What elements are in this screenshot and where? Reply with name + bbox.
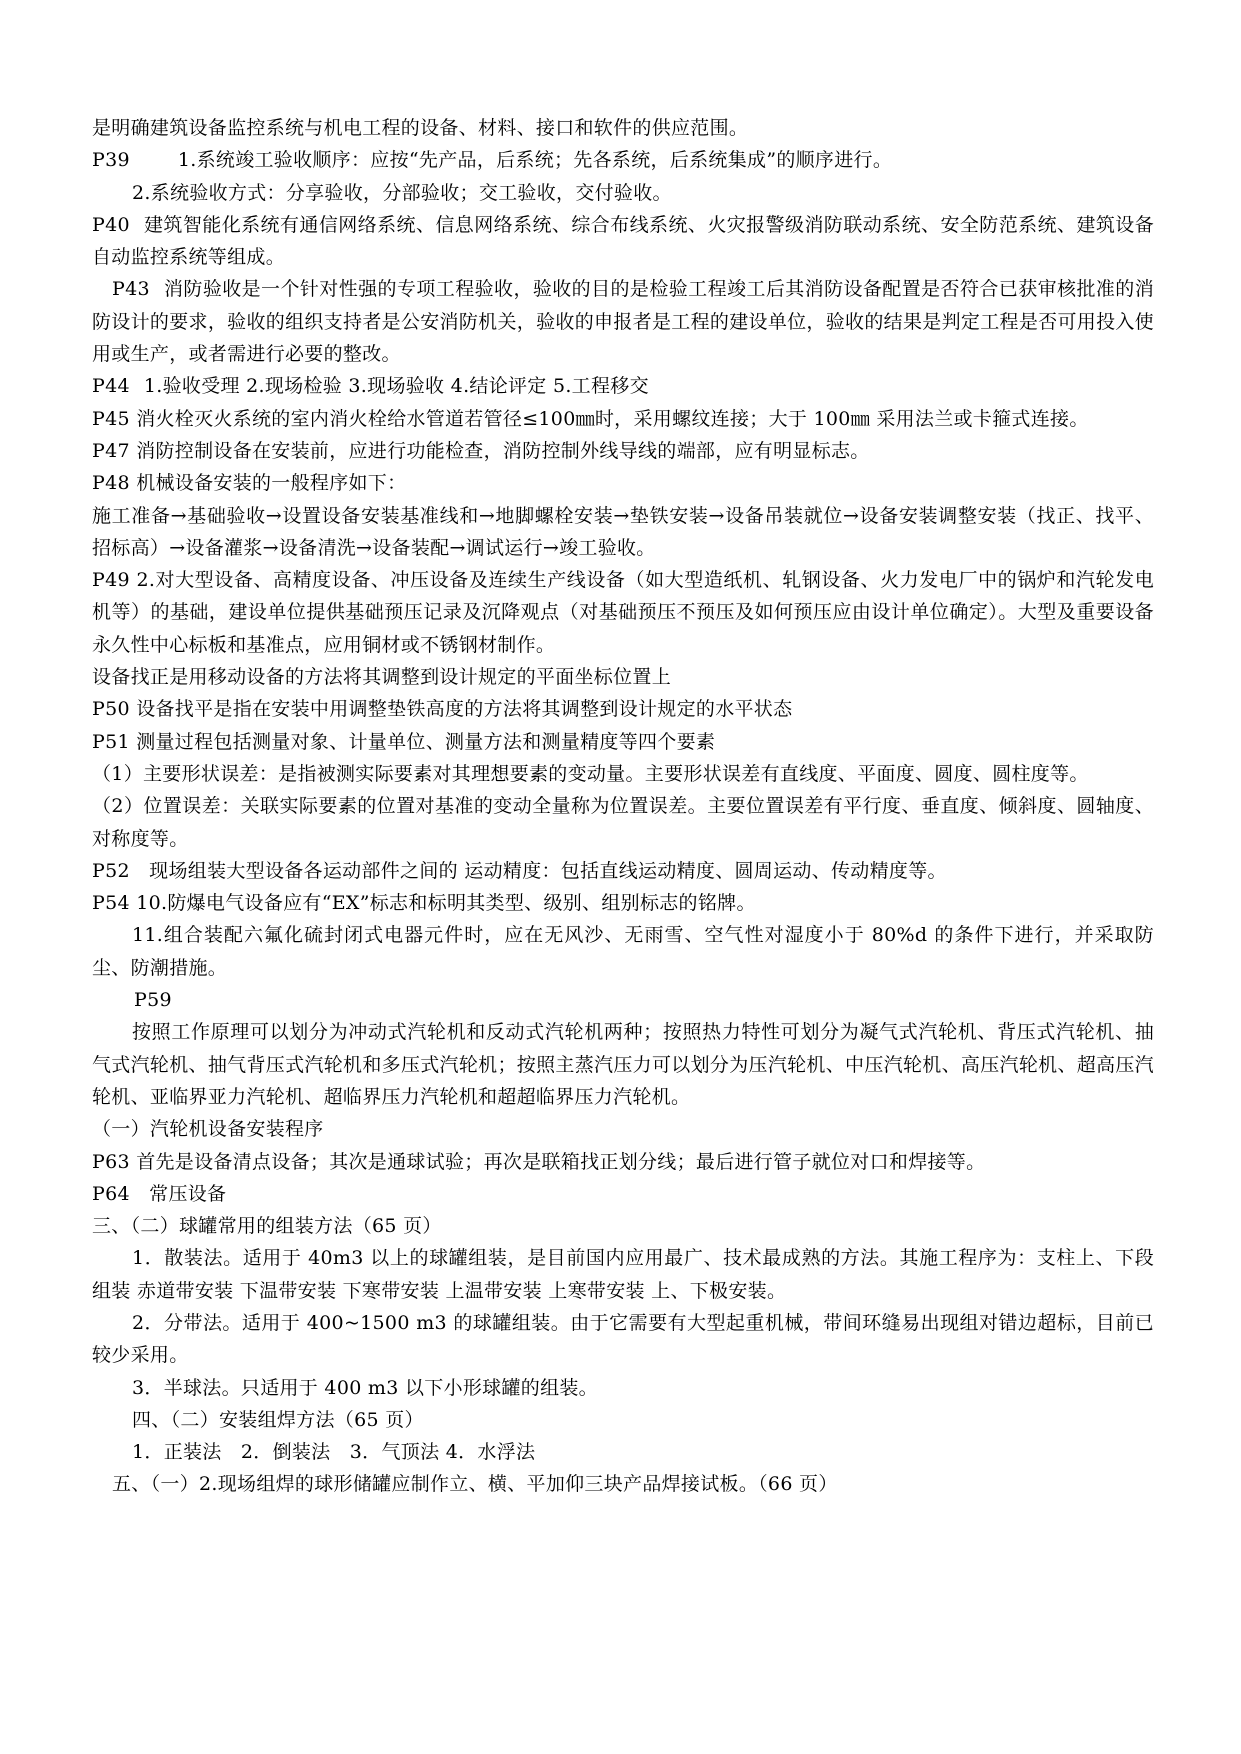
paragraph: P63 首先是设备清点设备；其次是通球试验；再次是联箱找正划分线；最后进行管子就位对口和焊接等。 bbox=[92, 1150, 986, 1173]
page-ref-label: P43 bbox=[112, 278, 150, 301]
paragraph: P59 bbox=[134, 989, 172, 1012]
page-ref-label: P39 bbox=[92, 149, 130, 172]
paragraph: 四、（二）安装组焊方法（65 页） bbox=[132, 1408, 424, 1431]
paragraph-text: 消防验收是一个针对性强的专项工程验收，验收的目的是检验工程竣工后其消防设备配置是否符合已获审核批准的消防设计的要求，验收的组织支持者是公安消防机关，验收的申报者是工程的建设单位，验收的结果是判定工程是否可用投入使用或生产，或者需进行必要的整改。 bbox=[92, 278, 1154, 366]
paragraph: P51 测量过程包括测量对象、计量单位、测量方法和测量精度等四个要素 bbox=[92, 730, 716, 753]
paragraph: 3．半球法。只适用于 400 m3 以下小形球罐的组装。 bbox=[132, 1376, 598, 1399]
paragraph: P45 消火栓灭火系统的室内消火栓给水管道若管径≤100㎜时，采用螺纹连接；大于 100㎜ 采用法兰或卡箍式连接。 bbox=[92, 407, 1089, 430]
paragraph bbox=[92, 273, 1154, 370]
paragraph: 三、（二）球罐常用的组装方法（65 页） bbox=[92, 1215, 442, 1238]
paragraph: 2．分带法。适用于 400~1500 m3 的球罐组装。由于它需要有大型起重机械，带间环缝易出现组对错边超标，目前已较少采用。 bbox=[92, 1311, 1154, 1367]
paragraph: P54 10.防爆电气设备应有“EX”标志和标明其类型、级别、组别标志的铭牌。 bbox=[92, 892, 756, 915]
paragraph: 1．散装法。适用于 40m3 以上的球罐组装，是目前国内应用最广、技术最成熟的方法。其施工程序为：支柱上、下段组装 赤道带安装 下温带安装 下寒带安装 上温带安装 上寒带安装 上、下极安装。 bbox=[92, 1247, 1154, 1302]
paragraph: P47 消防控制设备在安装前，应进行功能检查，消防控制外线导线的端部，应有明显标志。 bbox=[92, 439, 870, 462]
paragraph: P50 设备找平是指在安装中用调整垫铁高度的方法将其调整到设计规定的水平状态 bbox=[92, 698, 793, 721]
paragraph bbox=[92, 209, 1154, 274]
document-page bbox=[92, 112, 1154, 1501]
paragraph: P49 2.对大型设备、高精度设备、冲压设备及连续生产线设备（如大型造纸机、轧钢设备、火力发电厂中的锅炉和汽轮发电机等）的基础，建设单位提供基础预压记录及沉降观点（对基础预压不预压及如何预压应由设计单位确定）。大型及重要设备永久性中心标板和基准点，应用铜材或不锈钢材制作。 bbox=[92, 569, 1154, 656]
paragraph: 五、（一）2.现场组焊的球形储罐应制作立、横、平加仰三块产品焊接试板。（66 页） bbox=[112, 1473, 838, 1496]
paragraph-text: 1.验收受理 2.现场检验 3.现场验收 4.结论评定 5.工程移交 bbox=[143, 375, 649, 398]
paragraph: 施工准备→基础验收→设置设备安装基准线和→地脚螺栓安装→垫铁安装→设备吊装就位→设备安装调整安装（找正、找平、招标高）→设备灌浆→设备清洗→设备装配→调试运行→竣工验收。 bbox=[92, 504, 1154, 559]
paragraph: P52 现场组装大型设备各运动部件之间的 运动精度：包括直线运动精度、圆周运动、传动精度等。 bbox=[92, 859, 947, 882]
paragraph: （一）汽轮机设备安装程序 bbox=[92, 1118, 324, 1141]
paragraph: 11.组合装配六氟化硫封闭式电器元件时，应在无风沙、无雨雪、空气性对湿度小于 80%d 的条件下进行，并采取防尘、防潮措施。 bbox=[92, 924, 1154, 979]
paragraph: 2.系统验收方式：分享验收，分部验收；交工验收，交付验收。 bbox=[132, 181, 672, 204]
paragraph: P64 常压设备 bbox=[92, 1182, 227, 1205]
page-ref-label: P44 bbox=[92, 375, 130, 398]
paragraph: （1）主要形状误差：是指被测实际要素对其理想要素的变动量。主要形状误差有直线度、平面度、圆度、圆柱度等。 bbox=[92, 762, 1089, 785]
paragraph bbox=[92, 370, 1154, 402]
paragraph: P48 机械设备安装的一般程序如下： bbox=[92, 472, 407, 495]
paragraph: 设备找正是用移动设备的方法将其调整到设计规定的平面坐标位置上 bbox=[92, 666, 672, 689]
paragraph: 是明确建筑设备监控系统与机电工程的设备、材料、接口和软件的供应范围。 bbox=[92, 117, 749, 139]
paragraph-text: 建筑智能化系统有通信网络系统、信息网络系统、综合布线系统、火灾报警级消防联动系统、安全防范系统、建筑设备自动监控系统等组成。 bbox=[92, 213, 1154, 269]
paragraph bbox=[92, 144, 1154, 176]
paragraph: 1．正装法 2．倒装法 3．气顶法 4．水浮法 bbox=[132, 1441, 536, 1464]
page-ref-label: P40 bbox=[92, 213, 130, 236]
paragraph: （2）位置误差：关联实际要素的位置对基准的变动全量称为位置误差。主要位置误差有平行度、垂直度、倾斜度、圆轴度、对称度等。 bbox=[92, 795, 1154, 850]
paragraph: 按照工作原理可以划分为冲动式汽轮机和反动式汽轮机两种；按照热力特性可划分为凝气式汽轮机、背压式汽轮机、抽气式汽轮机、抽气背压式汽轮机和多压式汽轮机；按照主蒸汽压力可以划分为压汽轮机、中压汽轮机、高压汽轮机、超高压汽轮机、亚临界亚力汽轮机、超临界压力汽轮机和超超临界压力汽轮机。 bbox=[92, 1021, 1154, 1108]
paragraph-text: 1.系统竣工验收顺序：应按“先产品，后系统；先各系统，后系统集成”的顺序进行。 bbox=[177, 149, 893, 172]
